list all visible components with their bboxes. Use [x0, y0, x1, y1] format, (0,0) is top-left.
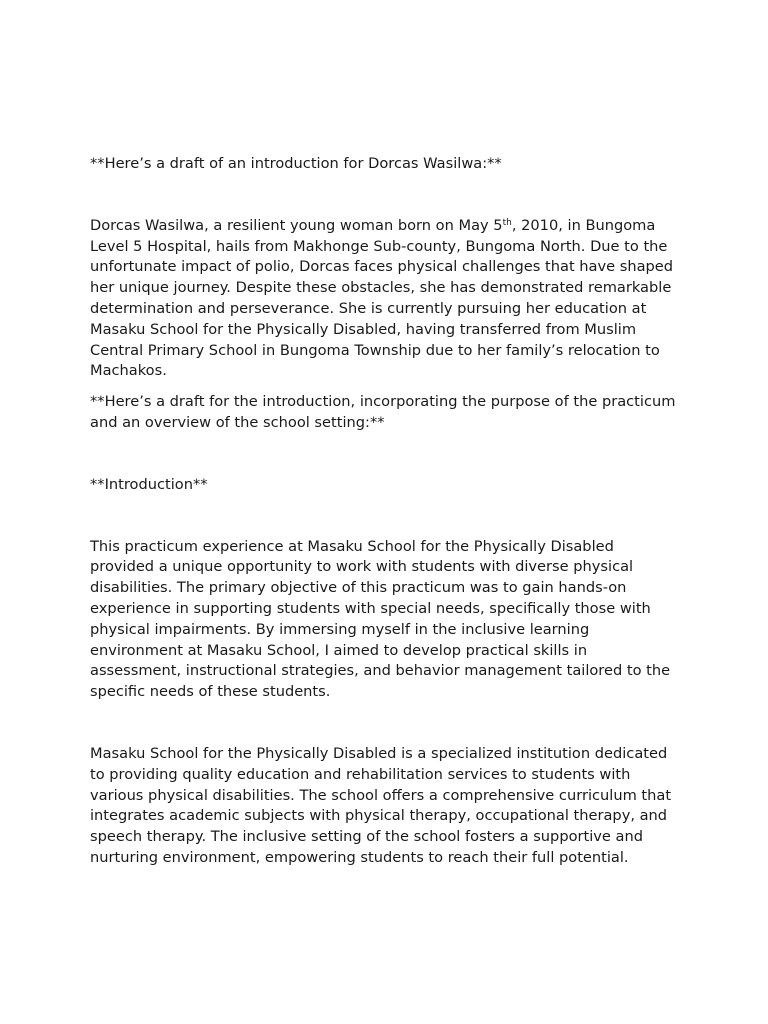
bio-paragraph	[90, 216, 682, 382]
bio-text-rest: , 2010, in Bungoma Level 5 Hospital, hails from Makhonge Sub-county, Bungoma North. Due to the unfortunate impact of polio, Dorcas faces physical challenges that have shaped her unique journey. Despite these obstacles, she has demonstrated remarkable determination and perseverance. She is currently pursuing her education at Masaku School for the Physically Disabled, having transferred from Muslim Central Primary School in Bungoma Township due to her family’s relocation to Machakos.	[90, 216, 674, 380]
bio-superscript: th	[502, 217, 512, 228]
introduction-heading: **Introduction**	[90, 475, 208, 493]
spacer	[90, 382, 682, 392]
practicum-paragraph: This practicum experience at Masaku School for the Physically Disabled provided a unique opportunity to work with students with diverse physical disabilities. The primary objective of this practicum was to gain hands-on experience in supporting students with special needs, specifically those with physical impairments. By immersing myself in the inclusive learning environment at Masaku School, I aimed to develop practical skills in assessment, instructional strategies, and behavior management tailored to the specific needs of these students.	[90, 537, 671, 701]
document-page	[90, 154, 682, 869]
spacer	[90, 496, 682, 537]
draft-heading-dorcas: **Here’s a draft of an introduction for Dorcas Wasilwa:**	[90, 155, 502, 172]
bio-text-start: Dorcas Wasilwa, a resilient young woman born on May 5	[90, 216, 503, 234]
spacer	[90, 434, 682, 475]
school-overview-paragraph: Masaku School for the Physically Disabled is a specialized institution dedicated to providing quality education and rehabilitation services to students with various physical disabilities. The school offers a comprehensive curriculum that integrates academic subjects with physical therapy, occupational therapy, and speech therapy. The inclusive setting of the school fosters a supportive and nurturing environment, empowering students to reach their full potential.	[90, 744, 672, 866]
spacer	[90, 703, 682, 744]
draft-heading-introduction: **Here’s a draft for the introduction, incorporating the purpose of the practicum and an overview of the school setting:**	[90, 393, 676, 431]
spacer	[90, 175, 682, 216]
